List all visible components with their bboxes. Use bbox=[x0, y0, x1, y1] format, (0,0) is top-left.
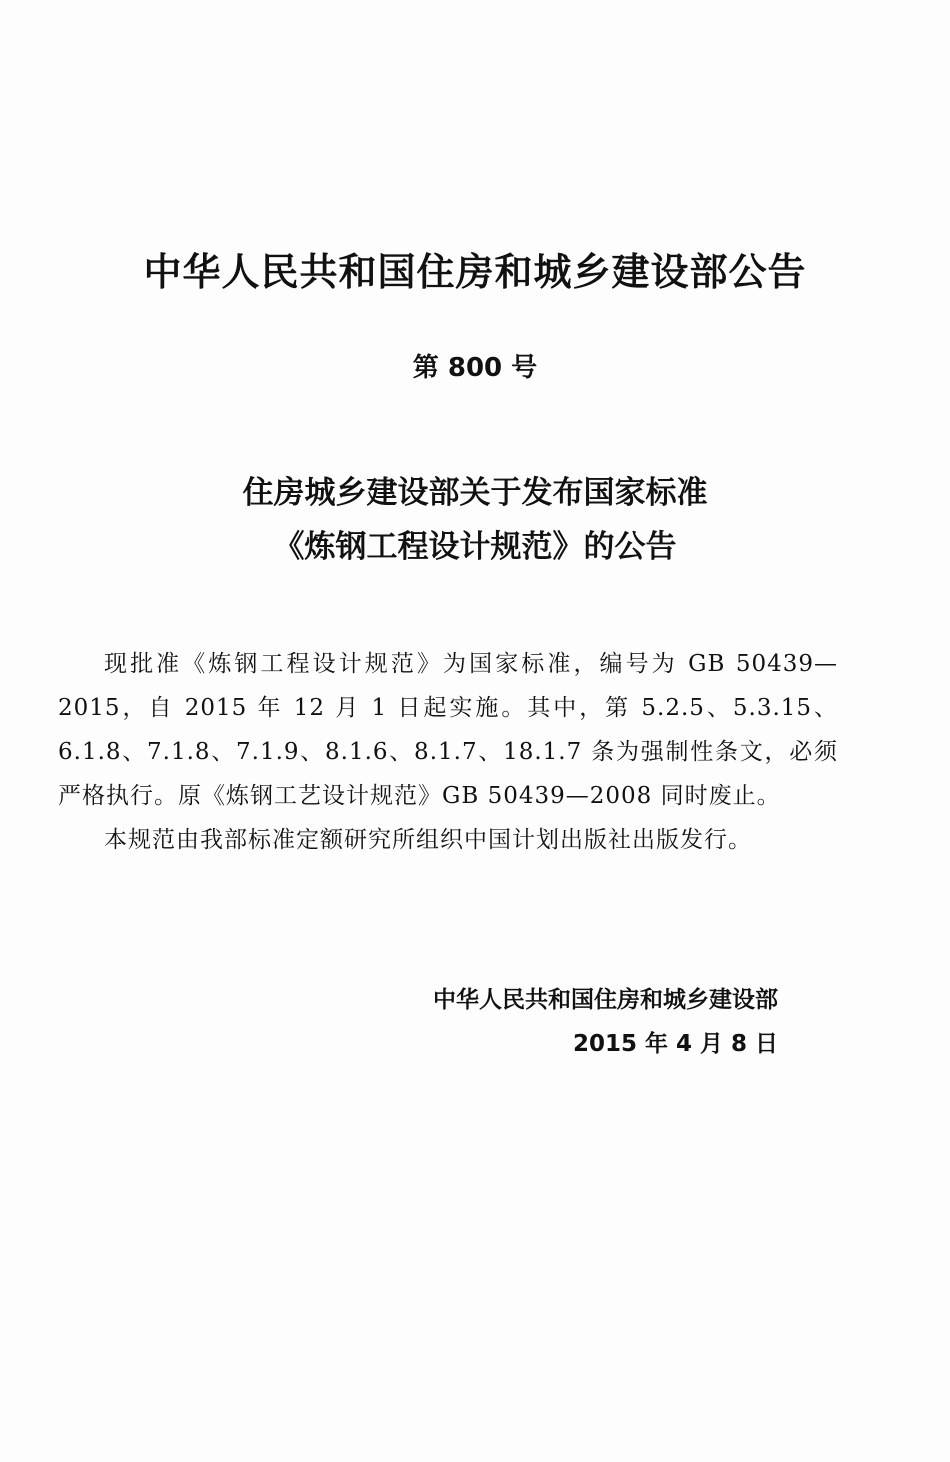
announcement-title: 中华人民共和国住房和城乡建设部公告 bbox=[143, 250, 807, 294]
subject-line-2: 《炼钢工程设计规范》的公告 bbox=[273, 529, 677, 565]
body-paragraph-1: 现批准《炼钢工程设计规范》为国家标准，编号为 GB 50439—2015，自 2015 年 12 月 1 日起实施。其中，第 5.2.5、5.3.15、6.1.8、7.1.8、7.1.9、8.1.6、8.1.7、18.1.7 条为强制性条文，必须严格执行。原《炼钢工艺设计规范》GB 50439—2008 同时废止。 bbox=[58, 651, 838, 809]
issuer-name: 中华人民共和国住房和城乡建设部 bbox=[433, 987, 778, 1013]
announcement-number: 第 800 号 bbox=[412, 353, 538, 383]
subject-line-1: 住房城乡建设部关于发布国家标准 bbox=[242, 475, 708, 511]
announcement-body bbox=[58, 642, 838, 862]
signature-block bbox=[433, 978, 778, 1066]
announcement-subject bbox=[0, 466, 950, 574]
body-paragraph-2: 本规范由我部标准定额研究所组织中国计划出版社出版发行。 bbox=[104, 827, 752, 853]
issue-date: 2015 年 4 月 8 日 bbox=[572, 1031, 778, 1057]
